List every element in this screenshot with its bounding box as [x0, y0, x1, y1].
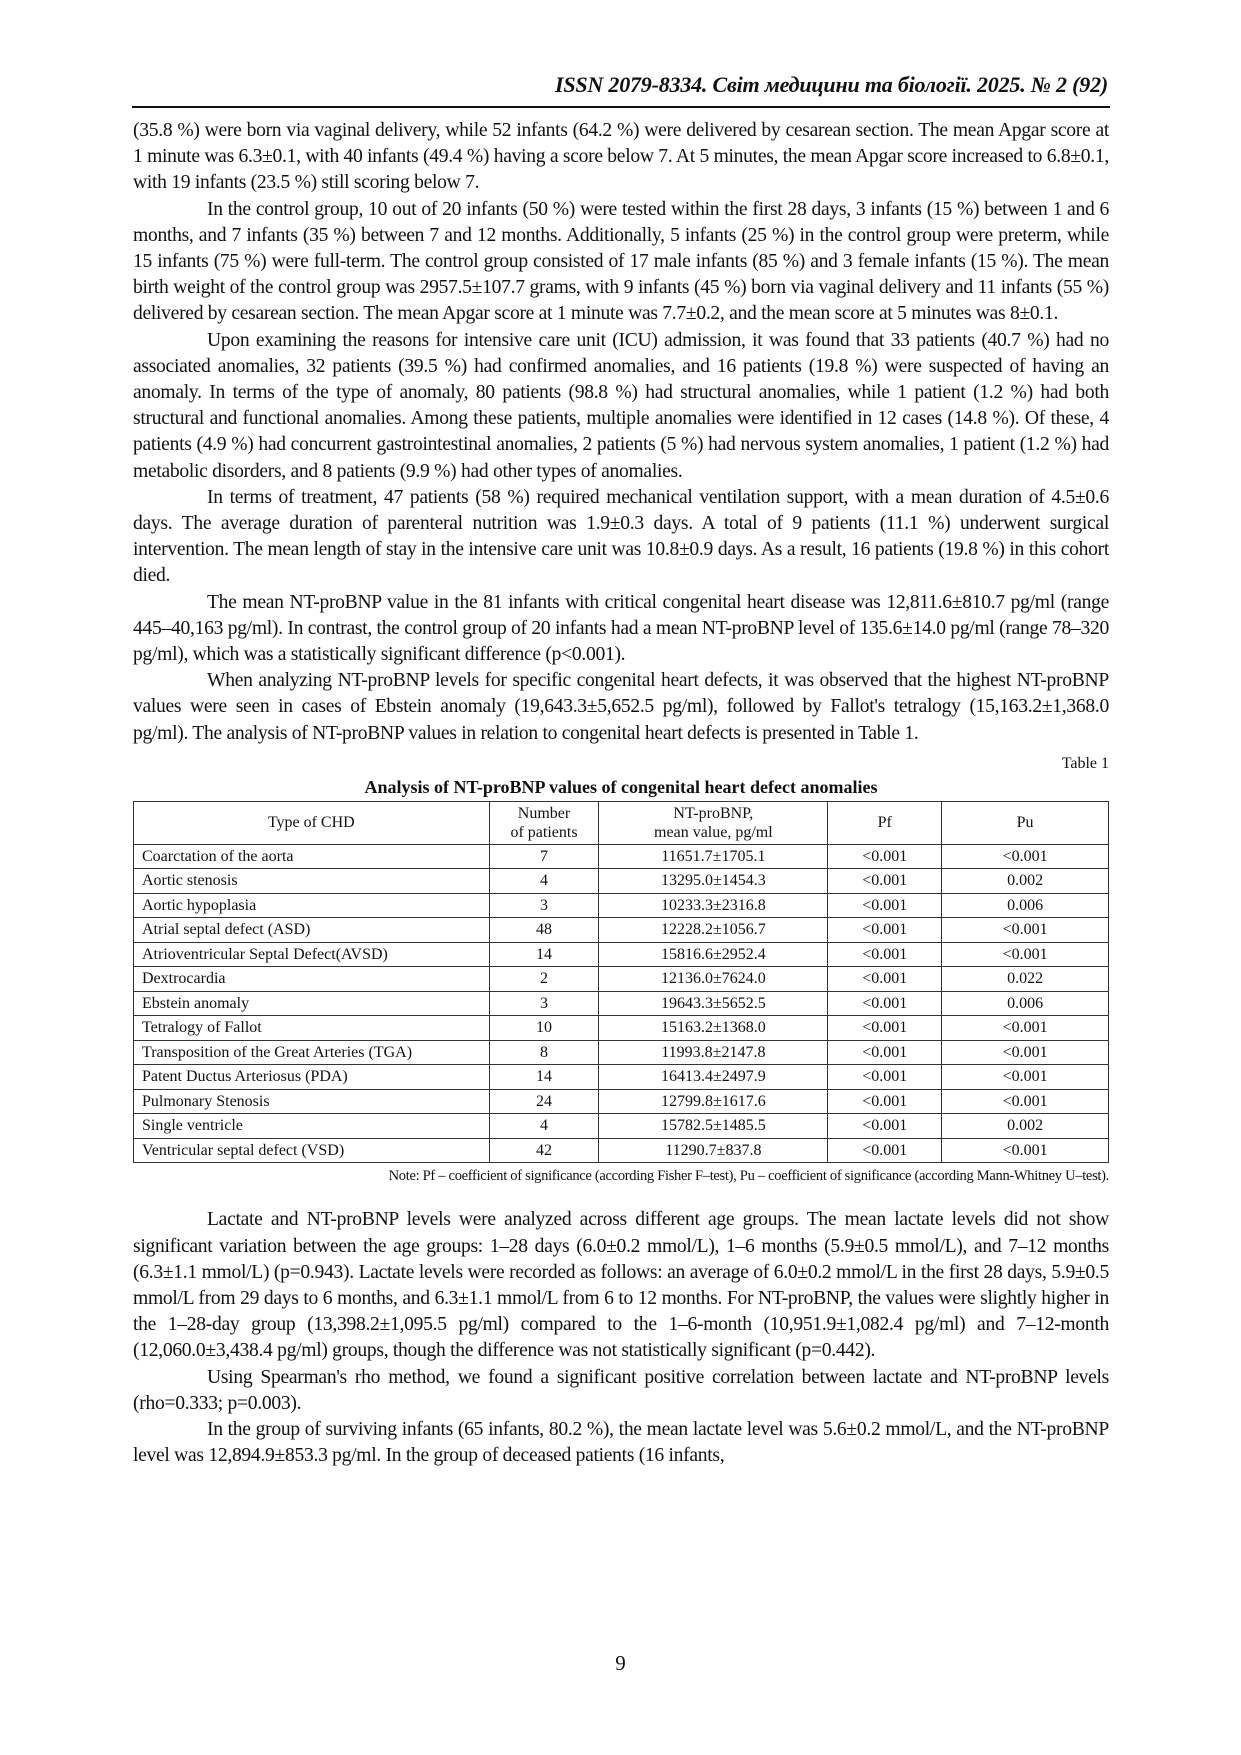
- table-row: Tetralogy of Fallot 10 15163.2±1368.0 <0.001 <0.001: [134, 1016, 1109, 1041]
- page-number: 9: [615, 1651, 626, 1675]
- journal-title: ISSN 2079-8334. Світ медицини та біології. 2025. № 2 (92): [554, 72, 1108, 97]
- paragraphs-after-table: [133, 1207, 1109, 1469]
- table-body: [134, 844, 1109, 1163]
- table-row: Pulmonary Stenosis 24 12799.8±1617.6 <0.001 <0.001: [134, 1089, 1109, 1114]
- header-type: Type of CHD: [134, 801, 490, 844]
- page-body: [133, 118, 1109, 1469]
- table-title: Analysis of NT-proBNP values of congenital heart defect anomalies: [364, 776, 878, 797]
- table-row: Single ventricle 4 15782.5±1485.5 <0.001 0.002: [134, 1114, 1109, 1139]
- header-pf: Pf: [828, 801, 942, 844]
- table-row: Coarctation of the aorta 7 11651.7±1705.1 <0.001 <0.001: [134, 844, 1109, 869]
- table-row: Aortic hypoplasia 3 10233.3±2316.8 <0.001 0.006: [134, 893, 1109, 918]
- table-row: Ebstein anomaly 3 19643.3±5652.5 <0.001 0.006: [134, 991, 1109, 1016]
- paragraphs-before-table: [133, 118, 1109, 747]
- table-note: Note: Pf – coefficient of significance (according Fisher F–test), Pu – coefficient of significance (according Mann-Whitney U–test).: [388, 1168, 1109, 1185]
- paragraph: In the control group, 10 out of 20 infants (50 %) were tested within the first 28 days, 3 infants (15 %) between 1 and 6 months, and 7 infants (35 %) between 7 and 12 months. Additionally, 5 infants (25 %) in the control group were preterm, while 15 infants (75 %) were full-term. The control group consisted of 17 male infants (85 %) and 3 female infants (15 %). The mean birth weight of the control group was 2957.5±107.7 grams, with 9 infants (45 %) born via vaginal delivery and 11 infants (55 %) delivered by cesarean section. The mean Apgar score at 1 minute was 7.7±0.2, and the mean score at 5 minutes was 8±0.1.: [133, 198, 1109, 325]
- paragraph: When analyzing NT-proBNP levels for specific congenital heart defects, it was observed that the highest NT-proBNP values were seen in cases of Ebstein anomaly (19,643.3±5,652.5 pg/ml), followed by Fallot's tetralogy (15,163.2±1,368.0 pg/ml). The analysis of NT-proBNP values in relation to congenital heart defects is presented in Table 1.: [133, 670, 1109, 744]
- paragraph: The mean NT-proBNP value in the 81 infants with critical congenital heart disease was 12,811.6±810.7 pg/ml (range 445–40,163 pg/ml). In contrast, the control group of 20 infants had a mean NT-proBNP level of 135.6±14.0 pg/ml (range 78–320 pg/ml), which was a statistically significant difference (p<0.001).: [133, 591, 1109, 666]
- header-ntprobnp: NT-proBNP, mean value, pg/ml: [599, 801, 828, 844]
- paragraph: (35.8 %) were born via vaginal delivery, while 52 infants (64.2 %) were delivered by cesarean section. The mean Apgar score at 1 minute was 6.3±0.1, with 40 infants (49.4 %) having a score below 7. At 5 minutes, the mean Apgar score increased to 6.8±0.1, with 19 infants (23.5 %) still scoring below 7.: [133, 120, 1109, 194]
- table-row: Transposition of the Great Arteries (TGA) 8 11993.8±2147.8 <0.001 <0.001: [134, 1040, 1109, 1065]
- table-header-row: [134, 801, 1109, 844]
- paragraph: Using Spearman's rho method, we found a significant positive correlation between lactate and NT-proBNP levels (rho=0.333; p=0.003).: [133, 1366, 1109, 1414]
- chd-ntprobnp-table: [133, 801, 1109, 1164]
- header-number: Number of patients: [489, 801, 599, 844]
- table-row: Atrial septal defect (ASD) 48 12228.2±1056.7 <0.001 <0.001: [134, 918, 1109, 943]
- table-row: Aortic stenosis 4 13295.0±1454.3 <0.001 0.002: [134, 869, 1109, 894]
- table-label: Table 1: [1061, 754, 1109, 772]
- paragraph: Lactate and NT-proBNP levels were analyzed across different age groups. The mean lactate levels did not show significant variation between the age groups: 1–28 days (6.0±0.2 mmol/L), 1–6 months (5.9±0.5 mmol/L), and 7–12 months (6.3±1.1 mmol/L) (p=0.943). Lactate levels were recorded as follows: an average of 6.0±0.2 mmol/L in the first 28 days, 5.9±0.5 mmol/L from 29 days to 6 months, and 6.3±1.1 mmol/L from 6 to 12 months. For NT-proBNP, the values were slightly higher in the 1–28-day group (13,398.2±1,095.5 pg/ml) compared to the 1–6-month (10,951.9±1,082.4 pg/ml) and 7–12-month (12,060.0±3,438.4 pg/ml) groups, though the difference was not statistically significant (p=0.442).: [133, 1209, 1109, 1362]
- table-row: Ventricular septal defect (VSD) 42 11290.7±837.8 <0.001 <0.001: [134, 1138, 1109, 1163]
- running-header: [132, 70, 1110, 108]
- paragraph: Upon examining the reasons for intensive care unit (ICU) admission, it was found that 33 patients (40.7 %) had no associated anomalies, 32 patients (39.5 %) had confirmed anomalies, and 16 patients (19.8 %) were suspected of having an anomaly. In terms of the type of anomaly, 80 patients (98.8 %) had structural anomalies, while 1 patient (1.2 %) had both structural and functional anomalies. Among these patients, multiple anomalies were identified in 12 cases (14.8 %). Of these, 4 patients (4.9 %) had concurrent gastrointestinal anomalies, 2 patients (5 %) had nervous system anomalies, 1 patient (1.2 %) had metabolic disorders, and 8 patients (9.9 %) had other types of anomalies.: [133, 329, 1109, 482]
- paragraph: In terms of treatment, 47 patients (58 %) required mechanical ventilation support, with a mean duration of 4.5±0.6 days. The average duration of parenteral nutrition was 1.9±0.3 days. A total of 9 patients (11.1 %) underwent surgical intervention. The mean length of stay in the intensive care unit was 10.8±0.9 days. As a result, 16 patients (19.8 %) in this cohort died.: [133, 486, 1109, 587]
- table-row: Dextrocardia 2 12136.0±7624.0 <0.001 0.022: [134, 967, 1109, 992]
- table-row: Patent Ductus Arteriosus (PDA) 14 16413.4±2497.9 <0.001 <0.001: [134, 1065, 1109, 1090]
- table-row: Atrioventricular Septal Defect(AVSD) 14 15816.6±2952.4 <0.001 <0.001: [134, 942, 1109, 967]
- header-pu: Pu: [942, 801, 1109, 844]
- paragraph: In the group of surviving infants (65 infants, 80.2 %), the mean lactate level was 5.6±0.2 mmol/L, and the NT-proBNP level was 12,894.9±853.3 pg/ml. In the group of deceased patients (16 infants,: [133, 1419, 1109, 1467]
